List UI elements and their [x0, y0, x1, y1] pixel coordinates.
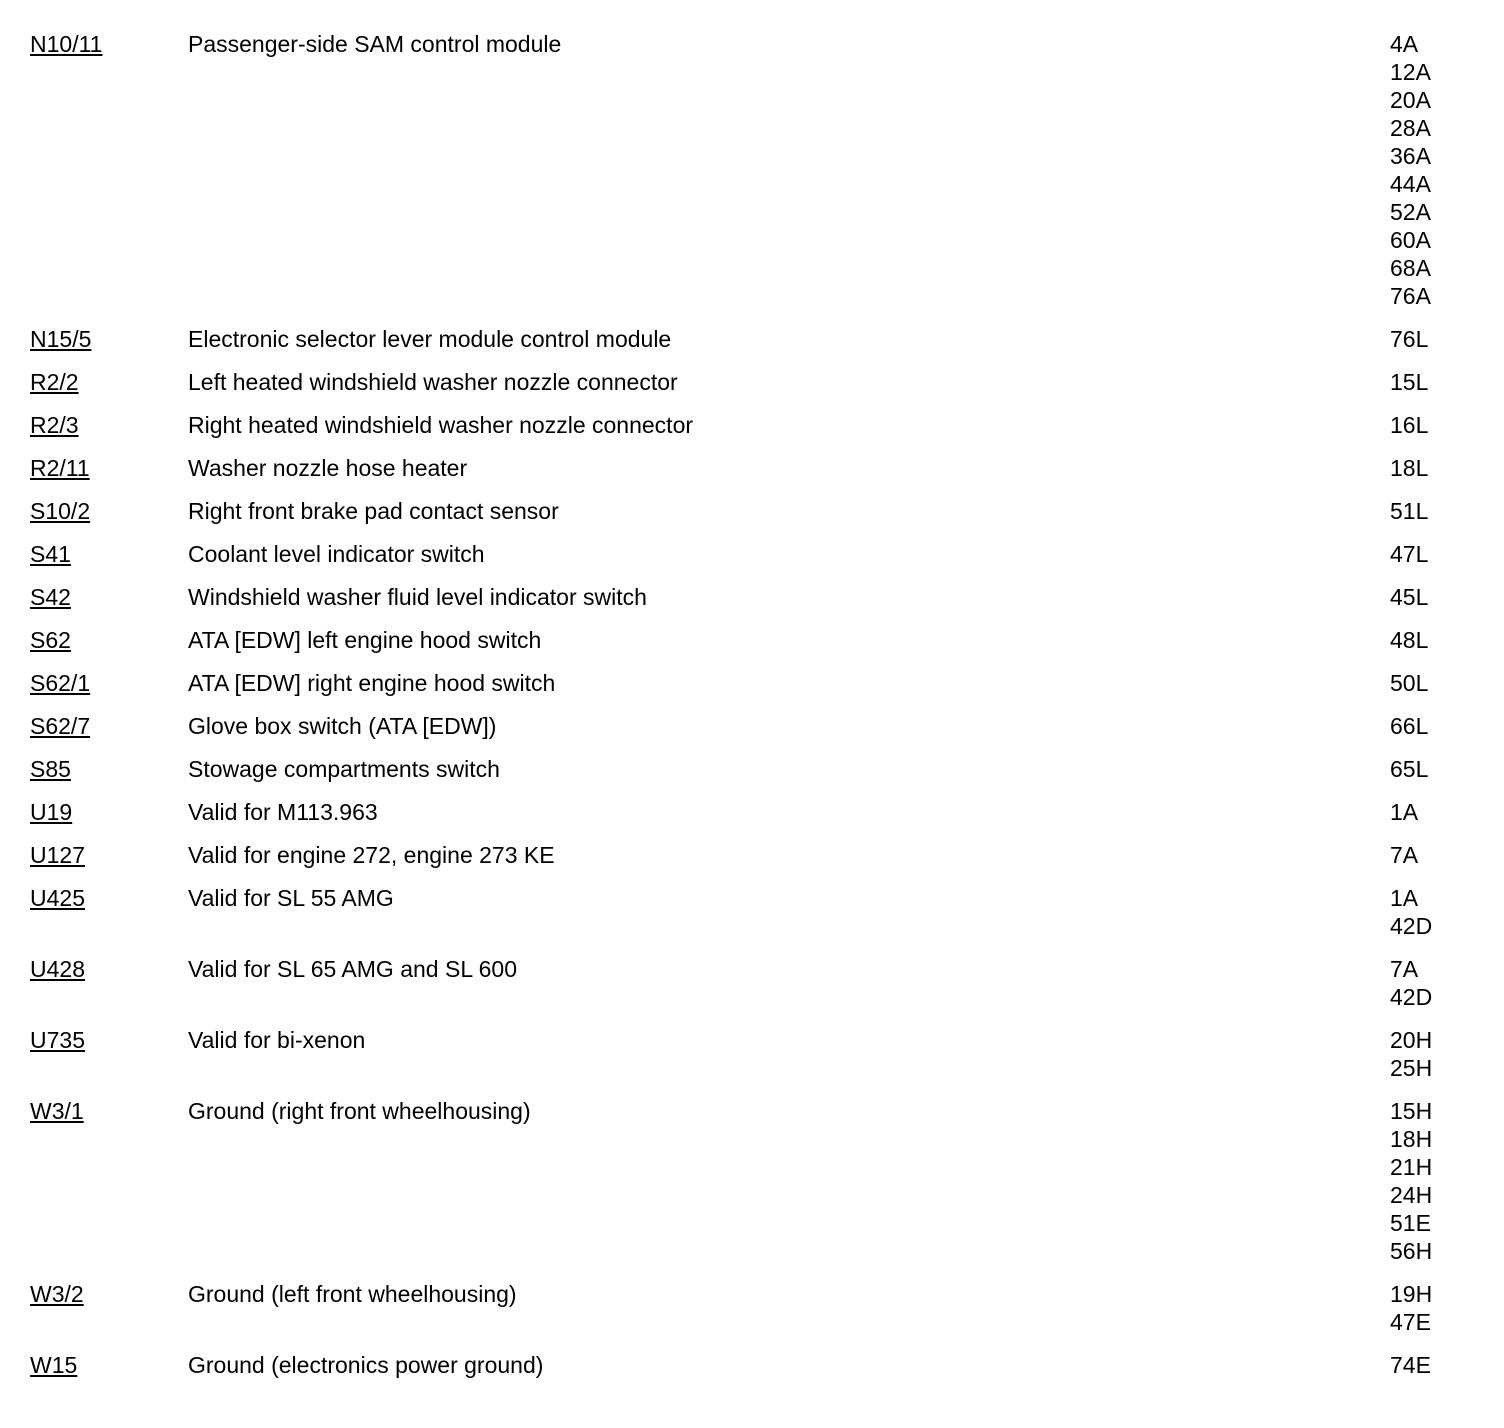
grid-location: 15H [1390, 1098, 1433, 1124]
grid-locations [1390, 841, 1480, 869]
component-code-link[interactable]: U127 [30, 842, 85, 868]
component-row [30, 755, 1480, 783]
component-description: Valid for engine 272, engine 273 KE [188, 842, 555, 868]
component-description: Windshield washer fluid level indicator switch [188, 584, 647, 610]
grid-locations [1390, 955, 1480, 1011]
grid-location: 45L [1390, 584, 1429, 610]
component-row [30, 497, 1480, 525]
component-code-link[interactable]: N15/5 [30, 326, 92, 352]
grid-location: 18H [1390, 1126, 1433, 1152]
component-code-link[interactable]: R2/2 [30, 369, 79, 395]
component-code-link[interactable]: S62/1 [30, 670, 91, 696]
grid-location: 60A [1390, 227, 1431, 253]
component-description: Ground (right front wheelhousing) [188, 1098, 531, 1124]
grid-location: 1A [1390, 799, 1419, 825]
component-row [30, 1351, 1480, 1379]
grid-location: 56H [1390, 1238, 1433, 1264]
grid-location: 68A [1390, 255, 1431, 281]
component-description: Ground (electronics power ground) [188, 1352, 544, 1378]
grid-location: 21H [1390, 1154, 1433, 1180]
component-row [30, 626, 1480, 654]
component-description: Electronic selector lever module control module [188, 326, 672, 352]
grid-location: 51E [1390, 1210, 1431, 1236]
component-description: Valid for M113.963 [188, 799, 378, 825]
grid-location: 42D [1390, 984, 1433, 1010]
component-row [30, 798, 1480, 826]
component-description: Washer nozzle hose heater [188, 455, 468, 481]
grid-locations [1390, 583, 1480, 611]
grid-location: 7A [1390, 842, 1419, 868]
grid-location: 48L [1390, 627, 1429, 653]
grid-locations [1390, 497, 1480, 525]
grid-location: 4A [1390, 31, 1419, 57]
component-row [30, 325, 1480, 353]
component-description: Glove box switch (ATA [EDW]) [188, 713, 497, 739]
component-description: Valid for SL 65 AMG and SL 600 [188, 956, 518, 982]
grid-location: 52A [1390, 199, 1431, 225]
component-row [30, 955, 1480, 1011]
grid-locations [1390, 1280, 1480, 1336]
grid-locations [1390, 1351, 1480, 1379]
grid-location: 50L [1390, 670, 1429, 696]
grid-locations [1390, 712, 1480, 740]
grid-location: 12A [1390, 59, 1431, 85]
grid-location: 7A [1390, 956, 1419, 982]
component-description: Coolant level indicator switch [188, 541, 485, 567]
grid-location: 20H [1390, 1027, 1433, 1053]
component-code-link[interactable]: U425 [30, 885, 85, 911]
grid-location: 15L [1390, 369, 1429, 395]
grid-location: 66L [1390, 713, 1429, 739]
component-row [30, 583, 1480, 611]
component-description: Right front brake pad contact sensor [188, 498, 559, 524]
component-code-link[interactable]: S41 [30, 541, 71, 567]
grid-location: 76A [1390, 283, 1431, 309]
grid-locations [1390, 669, 1480, 697]
component-code-link[interactable]: R2/11 [30, 455, 90, 481]
component-description: Valid for SL 55 AMG [188, 885, 394, 911]
grid-location: 28A [1390, 115, 1431, 141]
component-code-link[interactable]: U19 [30, 799, 73, 825]
grid-locations [1390, 798, 1480, 826]
component-row [30, 368, 1480, 396]
grid-locations [1390, 325, 1480, 353]
grid-locations [1390, 368, 1480, 396]
component-description: Valid for bi-xenon [188, 1027, 366, 1053]
grid-locations [1390, 454, 1480, 482]
component-list [30, 30, 1480, 1394]
component-description: Passenger-side SAM control module [188, 31, 562, 57]
grid-location: 18L [1390, 455, 1429, 481]
grid-locations [1390, 540, 1480, 568]
component-row [30, 1097, 1480, 1265]
grid-location: 47L [1390, 541, 1429, 567]
component-row [30, 30, 1480, 310]
grid-locations [1390, 755, 1480, 783]
component-code-link[interactable]: U735 [30, 1027, 85, 1053]
component-code-link[interactable]: W15 [30, 1352, 78, 1378]
grid-location: 25H [1390, 1055, 1433, 1081]
grid-locations [1390, 626, 1480, 654]
component-code-link[interactable]: N10/11 [30, 31, 103, 57]
grid-locations [1390, 1097, 1480, 1265]
grid-location: 51L [1390, 498, 1429, 524]
component-row [30, 1280, 1480, 1336]
grid-location: 44A [1390, 171, 1431, 197]
grid-locations [1390, 1026, 1480, 1082]
component-code-link[interactable]: W3/1 [30, 1098, 84, 1124]
component-row [30, 712, 1480, 740]
component-row [30, 669, 1480, 697]
component-row [30, 1026, 1480, 1082]
component-row [30, 454, 1480, 482]
component-code-link[interactable]: S85 [30, 756, 71, 782]
component-description: Right heated windshield washer nozzle connector [188, 412, 694, 438]
component-description: Stowage compartments switch [188, 756, 500, 782]
component-code-link[interactable]: S62 [30, 627, 71, 653]
component-description: Left heated windshield washer nozzle connector [188, 369, 678, 395]
grid-location: 24H [1390, 1182, 1433, 1208]
grid-location: 47E [1390, 1309, 1431, 1335]
component-row [30, 841, 1480, 869]
grid-location: 16L [1390, 412, 1429, 438]
component-description: ATA [EDW] left engine hood switch [188, 627, 542, 653]
grid-locations [1390, 884, 1480, 940]
component-code-link[interactable]: R2/3 [30, 412, 79, 438]
component-code-link[interactable]: W3/2 [30, 1281, 84, 1307]
component-code-link[interactable]: S10/2 [30, 498, 91, 524]
component-code-link[interactable]: S62/7 [30, 713, 91, 739]
component-code-link[interactable]: S42 [30, 584, 71, 610]
grid-locations [1390, 30, 1480, 310]
grid-location: 74E [1390, 1352, 1431, 1378]
grid-location: 20A [1390, 87, 1431, 113]
grid-location: 36A [1390, 143, 1431, 169]
component-row [30, 540, 1480, 568]
grid-locations [1390, 411, 1480, 439]
grid-location: 42D [1390, 913, 1433, 939]
component-description: Ground (left front wheelhousing) [188, 1281, 517, 1307]
grid-location: 65L [1390, 756, 1429, 782]
grid-location: 19H [1390, 1281, 1433, 1307]
grid-location: 1A [1390, 885, 1419, 911]
grid-location: 76L [1390, 326, 1429, 352]
component-description: ATA [EDW] right engine hood switch [188, 670, 556, 696]
component-row [30, 411, 1480, 439]
component-row [30, 884, 1480, 940]
component-code-link[interactable]: U428 [30, 956, 85, 982]
